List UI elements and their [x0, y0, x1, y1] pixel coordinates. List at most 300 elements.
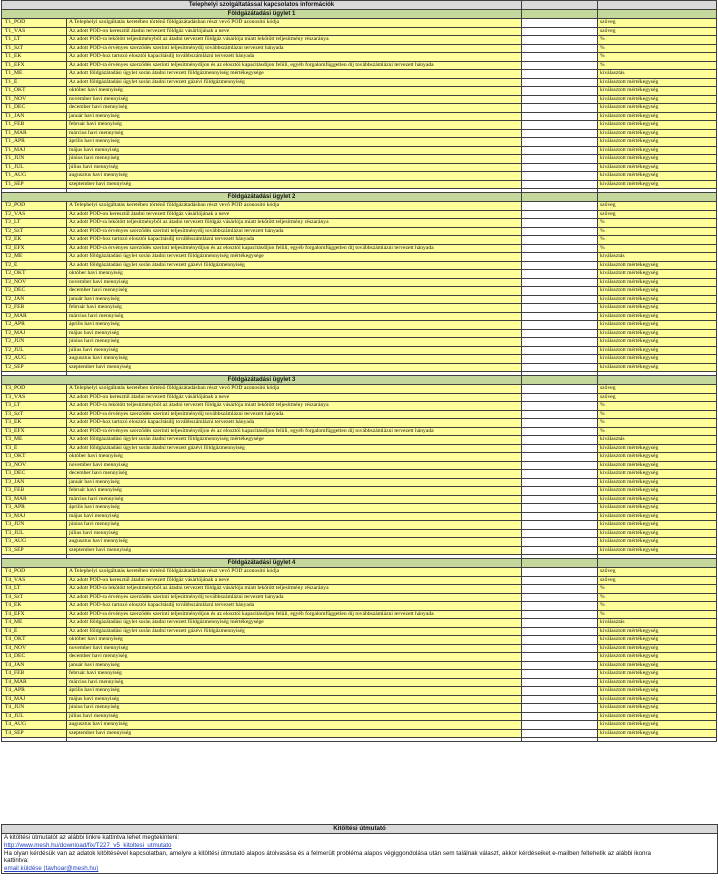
- table-row: [2, 112, 717, 121]
- value-input-cell[interactable]: [522, 593, 598, 602]
- value-input-cell[interactable]: [522, 36, 598, 45]
- value-input-cell[interactable]: [522, 227, 598, 236]
- title-blank-cell: [598, 1, 717, 10]
- value-input-cell[interactable]: [522, 721, 598, 730]
- field-description: október havi mennyiség: [67, 636, 522, 645]
- field-description: február havi mennyiség: [67, 121, 522, 130]
- value-input-cell[interactable]: [522, 202, 598, 211]
- field-description: Az adott földgázátadási ügylet során átadni tervezett gázévi földgázmennyiség: [67, 627, 522, 636]
- value-input-cell[interactable]: [522, 312, 598, 321]
- field-type: kiválasztott mértékegység: [598, 87, 717, 96]
- value-input-cell[interactable]: [522, 244, 598, 253]
- field-description: július havi mennyiség: [67, 163, 522, 172]
- field-type: kiválasztott mértékegység: [598, 521, 717, 530]
- instructions-title: Kitöltési útmutató: [2, 825, 717, 834]
- value-input-cell[interactable]: [522, 695, 598, 704]
- field-code: T2_ÁPR: [2, 321, 67, 330]
- table-row: [2, 329, 717, 338]
- table-row: [2, 495, 717, 504]
- field-type: kiválasztott mértékegység: [598, 363, 717, 372]
- field-type: kiválasztott mértékegység: [598, 495, 717, 504]
- field-code: T3_EK: [2, 419, 67, 428]
- field-description: A Telephelyi szolgáltatás keretében történő földgázátadásban részt vevő POD azonosító kódja: [67, 385, 522, 394]
- field-code: T4_POD: [2, 568, 67, 577]
- value-input-cell[interactable]: [522, 70, 598, 79]
- field-description: Az adott POD-hoz tartozó elosztói kapacitásdíj továbbszámlázni tervezett hányada: [67, 419, 522, 428]
- value-input-cell[interactable]: [522, 687, 598, 696]
- value-input-cell[interactable]: [522, 427, 598, 436]
- field-code: T3_É: [2, 444, 67, 453]
- field-type: kiválasztott mértékegység: [598, 687, 717, 696]
- field-code: T1_É: [2, 78, 67, 87]
- field-description: szeptember havi mennyiség: [67, 363, 522, 372]
- field-code: T3_AUG: [2, 538, 67, 547]
- field-description: június havi mennyiség: [67, 704, 522, 713]
- spacer-cell: [598, 738, 717, 742]
- field-type: kiválasztott mértékegység: [598, 461, 717, 470]
- field-code: T4_AUG: [2, 721, 67, 730]
- value-input-cell[interactable]: [522, 304, 598, 313]
- field-type: szöveg: [598, 19, 717, 28]
- field-type: kiválasztott mértékegység: [598, 538, 717, 547]
- table-row: [2, 36, 717, 45]
- spacer-cell: [2, 738, 67, 742]
- field-code: T2_SEP: [2, 363, 67, 372]
- value-input-cell[interactable]: [522, 155, 598, 164]
- field-description: szeptember havi mennyiség: [67, 546, 522, 555]
- spacer-row: [2, 738, 717, 742]
- field-code: T2_JÚL: [2, 346, 67, 355]
- value-input-cell[interactable]: [522, 172, 598, 181]
- field-code: T2_JÚN: [2, 338, 67, 347]
- field-description: Az adott POD-ra lekötött teljesítményből az átadni tervezett földgáz vásárlója miatt lekötött teljesítmény részaránya: [67, 585, 522, 594]
- field-description: Az adott POD-ra érvényes szerződés szerinti teljesítménydíjon és az elosztói kapacitásdíjon felüli, egyéb forgalomfüggetlen díj továbbszámlázni tervezett hányada: [67, 61, 522, 70]
- field-description: június havi mennyiség: [67, 155, 522, 164]
- field-type: kiválasztott mértékegység: [598, 712, 717, 721]
- field-description: január havi mennyiség: [67, 661, 522, 670]
- field-type: kiválasztott mértékegység: [598, 529, 717, 538]
- field-code: T4_EFX: [2, 610, 67, 619]
- field-type: kiválasztott mértékegység: [598, 695, 717, 704]
- field-code: T2_FEB: [2, 304, 67, 313]
- value-input-cell[interactable]: [522, 610, 598, 619]
- value-input-cell[interactable]: [522, 585, 598, 594]
- field-type: %: [598, 36, 717, 45]
- field-code: T1_NOV: [2, 95, 67, 104]
- field-type: szöveg: [598, 568, 717, 577]
- value-input-cell[interactable]: [522, 487, 598, 496]
- field-type: kiválasztott mértékegység: [598, 278, 717, 287]
- value-input-cell[interactable]: [522, 278, 598, 287]
- field-description: Az adott POD-ra lekötött teljesítményből az átadni tervezett földgáz vásárlója miatt lekötött teljesítmény részaránya: [67, 219, 522, 228]
- table-row: [2, 202, 717, 211]
- table-row: [2, 436, 717, 445]
- value-input-cell[interactable]: [522, 653, 598, 662]
- value-input-cell[interactable]: [522, 112, 598, 121]
- table-row: [2, 529, 717, 538]
- section-blank-cell: [522, 193, 598, 202]
- field-description: március havi mennyiség: [67, 129, 522, 138]
- field-code: T1_LT: [2, 36, 67, 45]
- value-input-cell[interactable]: [522, 338, 598, 347]
- value-input-cell[interactable]: [522, 470, 598, 479]
- value-input-cell[interactable]: [522, 346, 598, 355]
- value-input-cell[interactable]: [522, 704, 598, 713]
- field-description: január havi mennyiség: [67, 112, 522, 121]
- field-type: %: [598, 44, 717, 53]
- table-row: [2, 487, 717, 496]
- email-link[interactable]: email küldése (tavhoar@mesh.hu): [4, 865, 99, 873]
- value-input-cell[interactable]: [522, 419, 598, 428]
- value-input-cell[interactable]: [522, 504, 598, 513]
- field-description: Az adott földgázátadási ügylet során átadni tervezett gázévi földgázmennyiség: [67, 261, 522, 270]
- field-type: kiválasztott mértékegység: [598, 295, 717, 304]
- field-code: T3_ME: [2, 436, 67, 445]
- field-code: T4_MÁJ: [2, 695, 67, 704]
- field-description: Az adott POD-ra érvényes szerződés szerinti teljesítménydíj továbbszámlázni tervezett hányada: [67, 410, 522, 419]
- value-input-cell[interactable]: [522, 61, 598, 70]
- table-row: [2, 304, 717, 313]
- field-code: T3_JAN: [2, 478, 67, 487]
- spacer-cell: [522, 738, 598, 742]
- value-input-cell[interactable]: [522, 393, 598, 402]
- field-type: %: [598, 227, 717, 236]
- field-code: T4_ÁPR: [2, 687, 67, 696]
- field-description: Az adott földgázátadási ügylet során átadni tervezett földgázmennyiség mértékegysége: [67, 253, 522, 262]
- value-input-cell[interactable]: [522, 19, 598, 28]
- field-code: T4_FEB: [2, 670, 67, 679]
- field-description: Az adott POD-ra lekötött teljesítményből az átadni tervezett földgáz vásárlója miatt lekötött teljesítmény részaránya: [67, 402, 522, 411]
- field-type: kiválasztott mértékegység: [598, 329, 717, 338]
- field-type: kiválasztott mértékegység: [598, 321, 717, 330]
- field-description: október havi mennyiség: [67, 87, 522, 96]
- field-description: Az adott POD-hoz tartozó elosztói kapacitásdíj továbbszámlázni tervezett hányada: [67, 236, 522, 245]
- value-input-cell[interactable]: [522, 444, 598, 453]
- field-type: %: [598, 236, 717, 245]
- field-code: T1_JAN: [2, 112, 67, 121]
- field-code: T4_JAN: [2, 661, 67, 670]
- value-input-cell[interactable]: [522, 95, 598, 104]
- table-row: [2, 504, 717, 513]
- table-row: [2, 627, 717, 636]
- field-description: február havi mennyiség: [67, 670, 522, 679]
- field-type: %: [598, 53, 717, 62]
- field-type: kiválasztott mértékegység: [598, 636, 717, 645]
- field-code: T3_NOV: [2, 461, 67, 470]
- field-code: T1_MÁJ: [2, 146, 67, 155]
- field-description: Az adott földgázátadási ügylet során átadni tervezett földgázmennyiség mértékegysége: [67, 70, 522, 79]
- table-row: [2, 261, 717, 270]
- field-type: szöveg: [598, 393, 717, 402]
- table-row: [2, 419, 717, 428]
- field-type: kiválasztott mértékegység: [598, 470, 717, 479]
- field-code: T2_LT: [2, 219, 67, 228]
- field-description: december havi mennyiség: [67, 653, 522, 662]
- field-type: kiválasztott mértékegység: [598, 112, 717, 121]
- value-input-cell[interactable]: [522, 53, 598, 62]
- value-input-cell[interactable]: [522, 670, 598, 679]
- field-type: %: [598, 427, 717, 436]
- value-input-cell[interactable]: [522, 287, 598, 296]
- field-type: %: [598, 61, 717, 70]
- field-type: kiválasztott mértékegység: [598, 146, 717, 155]
- table-row: [2, 687, 717, 696]
- field-description: Az adott földgázátadási ügylet során átadni tervezett gázévi földgázmennyiség: [67, 444, 522, 453]
- table-row: [2, 670, 717, 679]
- field-description: január havi mennyiség: [67, 478, 522, 487]
- value-input-cell[interactable]: [522, 146, 598, 155]
- value-input-cell[interactable]: [522, 627, 598, 636]
- value-input-cell[interactable]: [522, 104, 598, 113]
- value-input-cell[interactable]: [522, 712, 598, 721]
- table-row: [2, 593, 717, 602]
- table-row: [2, 521, 717, 530]
- field-type: %: [598, 610, 717, 619]
- table-row: [2, 568, 717, 577]
- section-blank-cell: [598, 193, 717, 202]
- field-code: T3_FEB: [2, 487, 67, 496]
- table-row: [2, 346, 717, 355]
- field-type: kiválasztás: [598, 619, 717, 628]
- value-input-cell[interactable]: [522, 529, 598, 538]
- field-type: kiválasztott mértékegység: [598, 661, 717, 670]
- value-input-cell[interactable]: [522, 363, 598, 372]
- field-code: T4_É: [2, 627, 67, 636]
- value-input-cell[interactable]: [522, 729, 598, 738]
- table-row: [2, 104, 717, 113]
- field-type: kiválasztott mértékegység: [598, 729, 717, 738]
- field-type: kiválasztott mértékegység: [598, 678, 717, 687]
- table-row: [2, 244, 717, 253]
- value-input-cell[interactable]: [522, 138, 598, 147]
- value-input-cell[interactable]: [522, 329, 598, 338]
- field-code: T4_VÁS: [2, 576, 67, 585]
- value-input-cell[interactable]: [522, 236, 598, 245]
- value-input-cell[interactable]: [522, 436, 598, 445]
- field-type: kiválasztott mértékegység: [598, 155, 717, 164]
- field-description: április havi mennyiség: [67, 321, 522, 330]
- field-code: T2_DEC: [2, 287, 67, 296]
- field-description: április havi mennyiség: [67, 504, 522, 513]
- value-input-cell[interactable]: [522, 495, 598, 504]
- field-description: A Telephelyi szolgáltatás keretében történő földgázátadásban részt vevő POD azonosító kódja: [67, 19, 522, 28]
- value-input-cell[interactable]: [522, 461, 598, 470]
- field-type: kiválasztott mértékegység: [598, 444, 717, 453]
- field-description: Az adott földgázátadási ügylet során átadni tervezett földgázmennyiség mértékegysége: [67, 436, 522, 445]
- field-description: január havi mennyiség: [67, 295, 522, 304]
- field-code: T2_JAN: [2, 295, 67, 304]
- value-input-cell[interactable]: [522, 78, 598, 87]
- field-description: július havi mennyiség: [67, 712, 522, 721]
- field-description: augusztus havi mennyiség: [67, 172, 522, 181]
- value-input-cell[interactable]: [522, 355, 598, 364]
- section-title: Földgázátadási ügylet 1: [2, 10, 522, 19]
- value-input-cell[interactable]: [522, 44, 598, 53]
- value-input-cell[interactable]: [522, 478, 598, 487]
- field-description: április havi mennyiség: [67, 138, 522, 147]
- section-header-row: [2, 559, 717, 568]
- field-description: március havi mennyiség: [67, 678, 522, 687]
- section-title: Földgázátadási ügylet 2: [2, 193, 522, 202]
- field-type: szöveg: [598, 385, 717, 394]
- value-input-cell[interactable]: [522, 87, 598, 96]
- value-input-cell[interactable]: [522, 538, 598, 547]
- value-input-cell[interactable]: [522, 121, 598, 130]
- section-blank-cell: [522, 10, 598, 19]
- table-row: [2, 278, 717, 287]
- value-input-cell[interactable]: [522, 385, 598, 394]
- value-input-cell[interactable]: [522, 546, 598, 555]
- field-code: T3_ÁPR: [2, 504, 67, 513]
- value-input-cell[interactable]: [522, 576, 598, 585]
- value-input-cell[interactable]: [522, 678, 598, 687]
- field-code: T1_EFX: [2, 61, 67, 70]
- field-type: kiválasztott mértékegység: [598, 512, 717, 521]
- table-row: [2, 138, 717, 147]
- value-input-cell[interactable]: [522, 180, 598, 189]
- field-description: augusztus havi mennyiség: [67, 355, 522, 364]
- field-code: T3_JÚN: [2, 521, 67, 530]
- field-code: T4_SEP: [2, 729, 67, 738]
- field-code: T2_AUG: [2, 355, 67, 364]
- value-input-cell[interactable]: [522, 295, 598, 304]
- field-description: Az adott POD-ra lekötött teljesítményből az átadni tervezett földgáz vásárlója miatt lekötött teljesítmény részaránya: [67, 36, 522, 45]
- section-blank-cell: [522, 376, 598, 385]
- table-row: [2, 180, 717, 189]
- field-description: november havi mennyiség: [67, 278, 522, 287]
- field-description: szeptember havi mennyiség: [67, 180, 522, 189]
- field-type: kiválasztott mértékegység: [598, 104, 717, 113]
- value-input-cell[interactable]: [522, 129, 598, 138]
- value-input-cell[interactable]: [522, 453, 598, 462]
- table-row: [2, 236, 717, 245]
- field-description: július havi mennyiség: [67, 346, 522, 355]
- section-header-row: [2, 376, 717, 385]
- field-type: kiválasztott mértékegység: [598, 487, 717, 496]
- value-input-cell[interactable]: [522, 661, 598, 670]
- value-input-cell[interactable]: [522, 568, 598, 577]
- field-description: A Telephelyi szolgáltatás keretében történő földgázátadásban részt vevő POD azonosító kódja: [67, 568, 522, 577]
- table-row: [2, 44, 717, 53]
- field-description: augusztus havi mennyiség: [67, 538, 522, 547]
- table-row: [2, 721, 717, 730]
- table-row: [2, 163, 717, 172]
- value-input-cell[interactable]: [522, 402, 598, 411]
- value-input-cell[interactable]: [522, 636, 598, 645]
- field-type: %: [598, 602, 717, 611]
- table-row: [2, 704, 717, 713]
- value-input-cell[interactable]: [522, 270, 598, 279]
- field-code: T3_DEC: [2, 470, 67, 479]
- table-row: [2, 363, 717, 372]
- field-code: T1_JÚL: [2, 163, 67, 172]
- field-code: T1_POD: [2, 19, 67, 28]
- table-row: [2, 172, 717, 181]
- field-description: július havi mennyiség: [67, 529, 522, 538]
- value-input-cell[interactable]: [522, 210, 598, 219]
- table-row: [2, 478, 717, 487]
- field-type: %: [598, 593, 717, 602]
- value-input-cell[interactable]: [522, 410, 598, 419]
- table-row: [2, 602, 717, 611]
- value-input-cell[interactable]: [522, 253, 598, 262]
- section-blank-cell: [598, 376, 717, 385]
- field-description: szeptember havi mennyiség: [67, 729, 522, 738]
- field-code: T4_LT: [2, 585, 67, 594]
- table-row: [2, 19, 717, 28]
- table-row: [2, 453, 717, 462]
- section-blank-cell: [598, 559, 717, 568]
- field-type: kiválasztott mértékegység: [598, 172, 717, 181]
- instructions-text-3: kattintva:: [4, 857, 29, 865]
- section-header-row: [2, 10, 717, 19]
- field-type: kiválasztott mértékegység: [598, 653, 717, 662]
- value-input-cell[interactable]: [522, 219, 598, 228]
- table-row: [2, 427, 717, 436]
- section-blank-cell: [598, 10, 717, 19]
- table-row: [2, 121, 717, 130]
- field-description: március havi mennyiség: [67, 495, 522, 504]
- field-description: november havi mennyiség: [67, 95, 522, 104]
- value-input-cell[interactable]: [522, 321, 598, 330]
- value-input-cell[interactable]: [522, 602, 598, 611]
- field-description: november havi mennyiség: [67, 461, 522, 470]
- data-table: [1, 0, 717, 742]
- field-type: szöveg: [598, 576, 717, 585]
- field-type: %: [598, 585, 717, 594]
- field-type: kiválasztott mértékegység: [598, 453, 717, 462]
- field-code: T2_MÁJ: [2, 329, 67, 338]
- field-type: szöveg: [598, 202, 717, 211]
- field-type: %: [598, 402, 717, 411]
- field-description: Az adott POD-on keresztül átadni tervezett földgáz vásárlójának a neve: [67, 393, 522, 402]
- field-code: T1_SEP: [2, 180, 67, 189]
- value-input-cell[interactable]: [522, 163, 598, 172]
- value-input-cell[interactable]: [522, 521, 598, 530]
- field-description: Az adott POD-on keresztül átadni tervezett földgáz vásárlójának a neve: [67, 210, 522, 219]
- field-type: kiválasztott mértékegység: [598, 721, 717, 730]
- table-row: [2, 644, 717, 653]
- table-row: [2, 53, 717, 62]
- field-description: Az adott földgázátadási ügylet során átadni tervezett földgázmennyiség mértékegysége: [67, 619, 522, 628]
- field-description: november havi mennyiség: [67, 644, 522, 653]
- field-code: T4_NOV: [2, 644, 67, 653]
- field-description: június havi mennyiség: [67, 338, 522, 347]
- value-input-cell[interactable]: [522, 27, 598, 36]
- field-code: T4_DEC: [2, 653, 67, 662]
- field-description: december havi mennyiség: [67, 470, 522, 479]
- field-type: kiválasztott mértékegység: [598, 312, 717, 321]
- table-row: [2, 585, 717, 594]
- value-input-cell[interactable]: [522, 619, 598, 628]
- table-row: [2, 546, 717, 555]
- value-input-cell[interactable]: [522, 644, 598, 653]
- table-row: [2, 219, 717, 228]
- table-row: [2, 712, 717, 721]
- value-input-cell[interactable]: [522, 261, 598, 270]
- field-type: kiválasztott mértékegység: [598, 270, 717, 279]
- field-type: kiválasztás: [598, 70, 717, 79]
- field-code: T2_MÁR: [2, 312, 67, 321]
- table-row: [2, 70, 717, 79]
- field-description: december havi mennyiség: [67, 104, 522, 113]
- table-row: [2, 470, 717, 479]
- field-code: T3_VÁS: [2, 393, 67, 402]
- guide-link[interactable]: http://www.mesh.hu/download/fix/T227_v5_kitoltesi_utmutato: [4, 841, 172, 849]
- field-type: kiválasztott mértékegység: [598, 504, 717, 513]
- value-input-cell[interactable]: [522, 512, 598, 521]
- table-row: [2, 78, 717, 87]
